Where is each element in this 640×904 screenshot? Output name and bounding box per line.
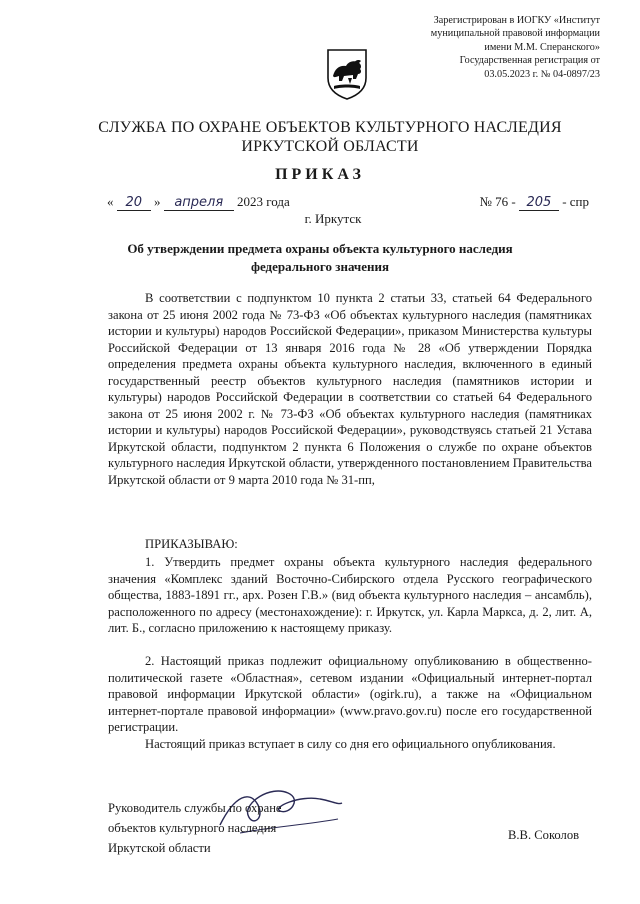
order-subject-line: Об утверждении предмета охраны объекта культурного наследия <box>127 241 513 256</box>
preamble-paragraph: В соответствии с подпунктом 10 пункта 2 статьи 33, статьей 64 Федерального закона от 25 июня 2002 года № 73-ФЗ «Об объектах культурного наследия (памятниках истории и культуры) народов Российской Федерации», приказом Министерства культуры Российской Федерации от 13 января 2016 года № 28 «Об утверждении Порядка определения предмета охраны объекта культурного наследия, включенного в единый государственный реестр объектов культурного наследия (памятников истории и культуры) народов Российской Федерации в соответствии со статьей 64 Федерального закона от 25 июня 2002 г. № 73-ФЗ «Об объектах культурного наследия (памятниках истории и культуры) народов Российской Федерации», руководствуясь статьей 21 Устава Иркутской области, подпунктом 2 пункта 6 Положения о службе по охране объектов культурного наследия Иркутской области, утвержденного постановлением Правительства Иркутской области от 9 марта 2010 года № 31-пп, <box>108 291 592 487</box>
date-month: апреля <box>164 195 234 211</box>
order-number-prefix: № 76 - <box>479 194 516 209</box>
agency-name <box>60 118 600 156</box>
order-number-value: 205 <box>519 195 559 211</box>
irkutsk-coat-of-arms-icon <box>326 48 368 100</box>
registration-note <box>360 14 600 81</box>
effective-date-paragraph: Настоящий приказ вступает в силу со дня его официального опубликования. <box>145 737 556 751</box>
registration-line: Зарегистрирован в ИОГКУ «Институт <box>433 15 600 26</box>
order-item-1: 1. Утвердить предмет охраны объекта культурного наследия федерального значения «Комплекс зданий Восточно-Сибирского отдела Русского географического общества, 1883-1891 гг., арх. Розен Г.В.» (вид объекта культурного наследия – ансамбль), расположенного по адресу (местонахождение): г. Иркутск, ул. Карла Маркса, д. 2, лит. А, лит. Б., согласно приложению к настоящему приказу. <box>108 555 592 635</box>
order-city: г. Иркутск <box>304 211 362 226</box>
signatory-title <box>108 798 282 858</box>
date-day: 20 <box>117 195 151 211</box>
registration-line: 03.05.2023 г. № 04-0897/23 <box>484 68 600 80</box>
date-close-quote: » <box>154 194 161 209</box>
signatory-title-line: Иркутской области <box>108 841 211 855</box>
agency-name-line: СЛУЖБА ПО ОХРАНЕ ОБЪЕКТОВ КУЛЬТУРНОГО НАСЛЕДИЯ <box>98 119 562 136</box>
signatory-title-line: Руководитель службы по охране <box>108 801 282 815</box>
registration-line: муниципальной правовой информации <box>430 28 600 40</box>
registration-line: имени М.М. Сперанского» <box>484 41 600 53</box>
signatory-name: В.В. Соколов <box>508 828 580 842</box>
order-date <box>107 194 290 211</box>
date-open-quote: « <box>107 194 114 209</box>
order-subject <box>100 240 540 276</box>
order-title: ПРИКАЗ <box>275 166 365 183</box>
registration-line: Государственная регистрация от <box>459 55 600 67</box>
order-command: ПРИКАЗЫВАЮ: <box>145 537 238 551</box>
signatory-title-line: объектов культурного наследия <box>108 821 277 835</box>
order-item-2: 2. Настоящий приказ подлежит официальному опубликованию в общественно-политической газете «Областная», сетевом издании «Официальный интернет-портал правовой информации Иркутской области» (ogirk.ru), а также на «Официальном интернет-портале правовой информации» (www.pravo.gov.ru) после его государственной регистрации. <box>108 654 592 734</box>
agency-name-line: ИРКУТСКОЙ ОБЛАСТИ <box>241 138 419 155</box>
order-subject-line: федерального значения <box>250 259 390 274</box>
order-number <box>479 194 589 211</box>
date-year: 2023 года <box>237 194 290 209</box>
order-number-suffix: - спр <box>562 194 589 209</box>
